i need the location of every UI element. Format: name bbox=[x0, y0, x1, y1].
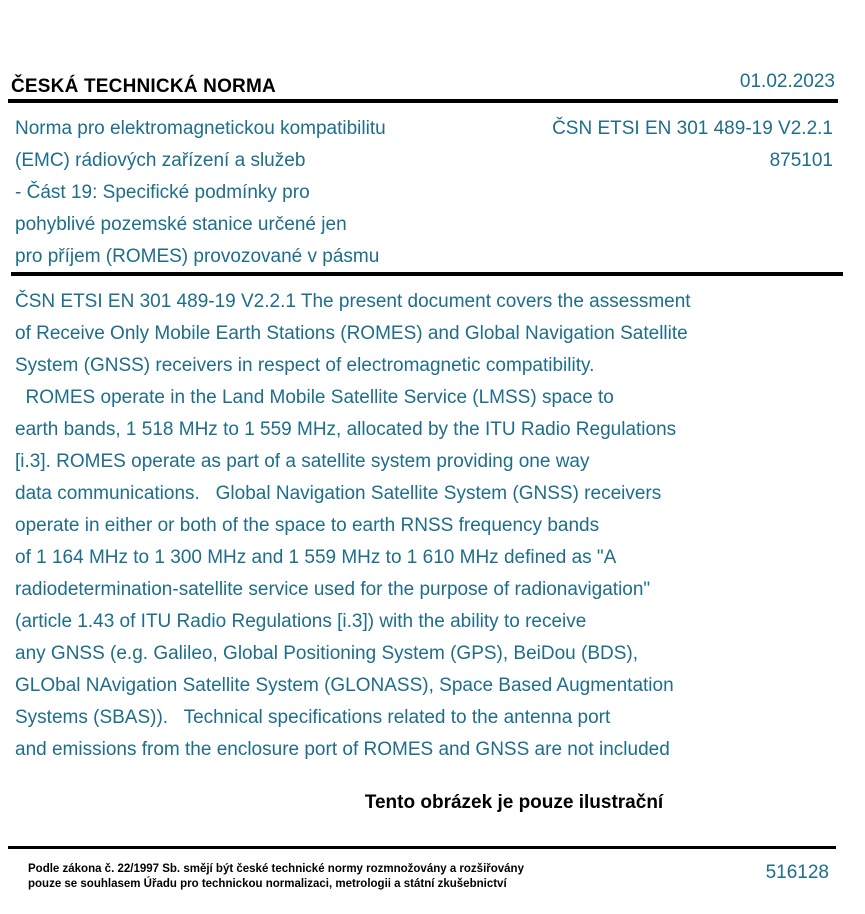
title-line: Norma pro elektromagnetickou kompatibilitu bbox=[15, 118, 386, 139]
middle-divider bbox=[11, 272, 843, 276]
classification-code: 875101 bbox=[769, 150, 833, 171]
abstract-line: (article 1.43 of ITU Radio Regulations [i.3]) with the ability to receive bbox=[15, 611, 587, 632]
legal-line: Podle zákona č. 22/1997 Sb. smějí být české technické normy rozmnožovány a rozšiřovány bbox=[28, 863, 524, 875]
title-line: - Část 19: Specifické podmínky pro bbox=[15, 182, 310, 203]
norm-heading: ČESKÁ TECHNICKÁ NORMA bbox=[11, 76, 276, 97]
legal-notice bbox=[28, 862, 524, 892]
abstract-line: GLObal NAvigation Satellite System (GLONASS), Space Based Augmentation bbox=[15, 675, 674, 696]
abstract-line: ČSN ETSI EN 301 489-19 V2.2.1 The present document covers the assessment bbox=[15, 291, 691, 312]
abstract-line: data communications. Global Navigation Satellite System (GNSS) receivers bbox=[15, 483, 662, 504]
top-divider bbox=[8, 99, 838, 103]
abstract-line: Systems (SBAS)). Technical specifications related to the antenna port bbox=[15, 707, 611, 728]
abstract-line: earth bands, 1 518 MHz to 1 559 MHz, allocated by the ITU Radio Regulations bbox=[15, 419, 677, 440]
document-number: 516128 bbox=[765, 862, 829, 883]
abstract-line: of Receive Only Mobile Earth Stations (ROMES) and Global Navigation Satellite bbox=[15, 323, 688, 344]
abstract-line: System (GNSS) receivers in respect of electromagnetic compatibility. bbox=[15, 355, 595, 376]
standard-codes bbox=[552, 113, 833, 177]
title-line: (EMC) rádiových zařízení a služeb bbox=[15, 150, 306, 171]
abstract-line: of 1 164 MHz to 1 300 MHz and 1 559 MHz to 1 610 MHz defined as "A bbox=[15, 547, 617, 568]
bottom-divider bbox=[8, 846, 836, 849]
publication-date: 01.02.2023 bbox=[739, 71, 835, 92]
abstract-text bbox=[15, 286, 845, 766]
abstract-line: and emissions from the enclosure port of ROMES and GNSS are not included bbox=[15, 739, 670, 760]
title-line: pohyblivé pozemské stanice určené jen bbox=[15, 214, 347, 235]
standard-designation: ČSN ETSI EN 301 489-19 V2.2.1 bbox=[552, 118, 833, 139]
legal-line: pouze se souhlasem Úřadu pro technickou normalizaci, metrologii a státní zkušebnictví bbox=[28, 878, 507, 890]
title-line: pro příjem (ROMES) provozované v pásmu bbox=[15, 246, 380, 267]
abstract-line: any GNSS (e.g. Galileo, Global Positioning System (GPS), BeiDou (BDS), bbox=[15, 643, 639, 664]
abstract-line: [i.3]. ROMES operate as part of a satellite system providing one way bbox=[15, 451, 590, 472]
abstract-line: operate in either or both of the space to earth RNSS frequency bands bbox=[15, 515, 600, 536]
abstract-line: radiodetermination-satellite service used for the purpose of radionavigation" bbox=[15, 579, 651, 600]
standard-title bbox=[15, 113, 485, 273]
illustration-disclaimer: Tento obrázek je pouze ilustrační bbox=[364, 792, 664, 813]
abstract-line: ROMES operate in the Land Mobile Satellite Service (LMSS) space to bbox=[15, 387, 614, 408]
